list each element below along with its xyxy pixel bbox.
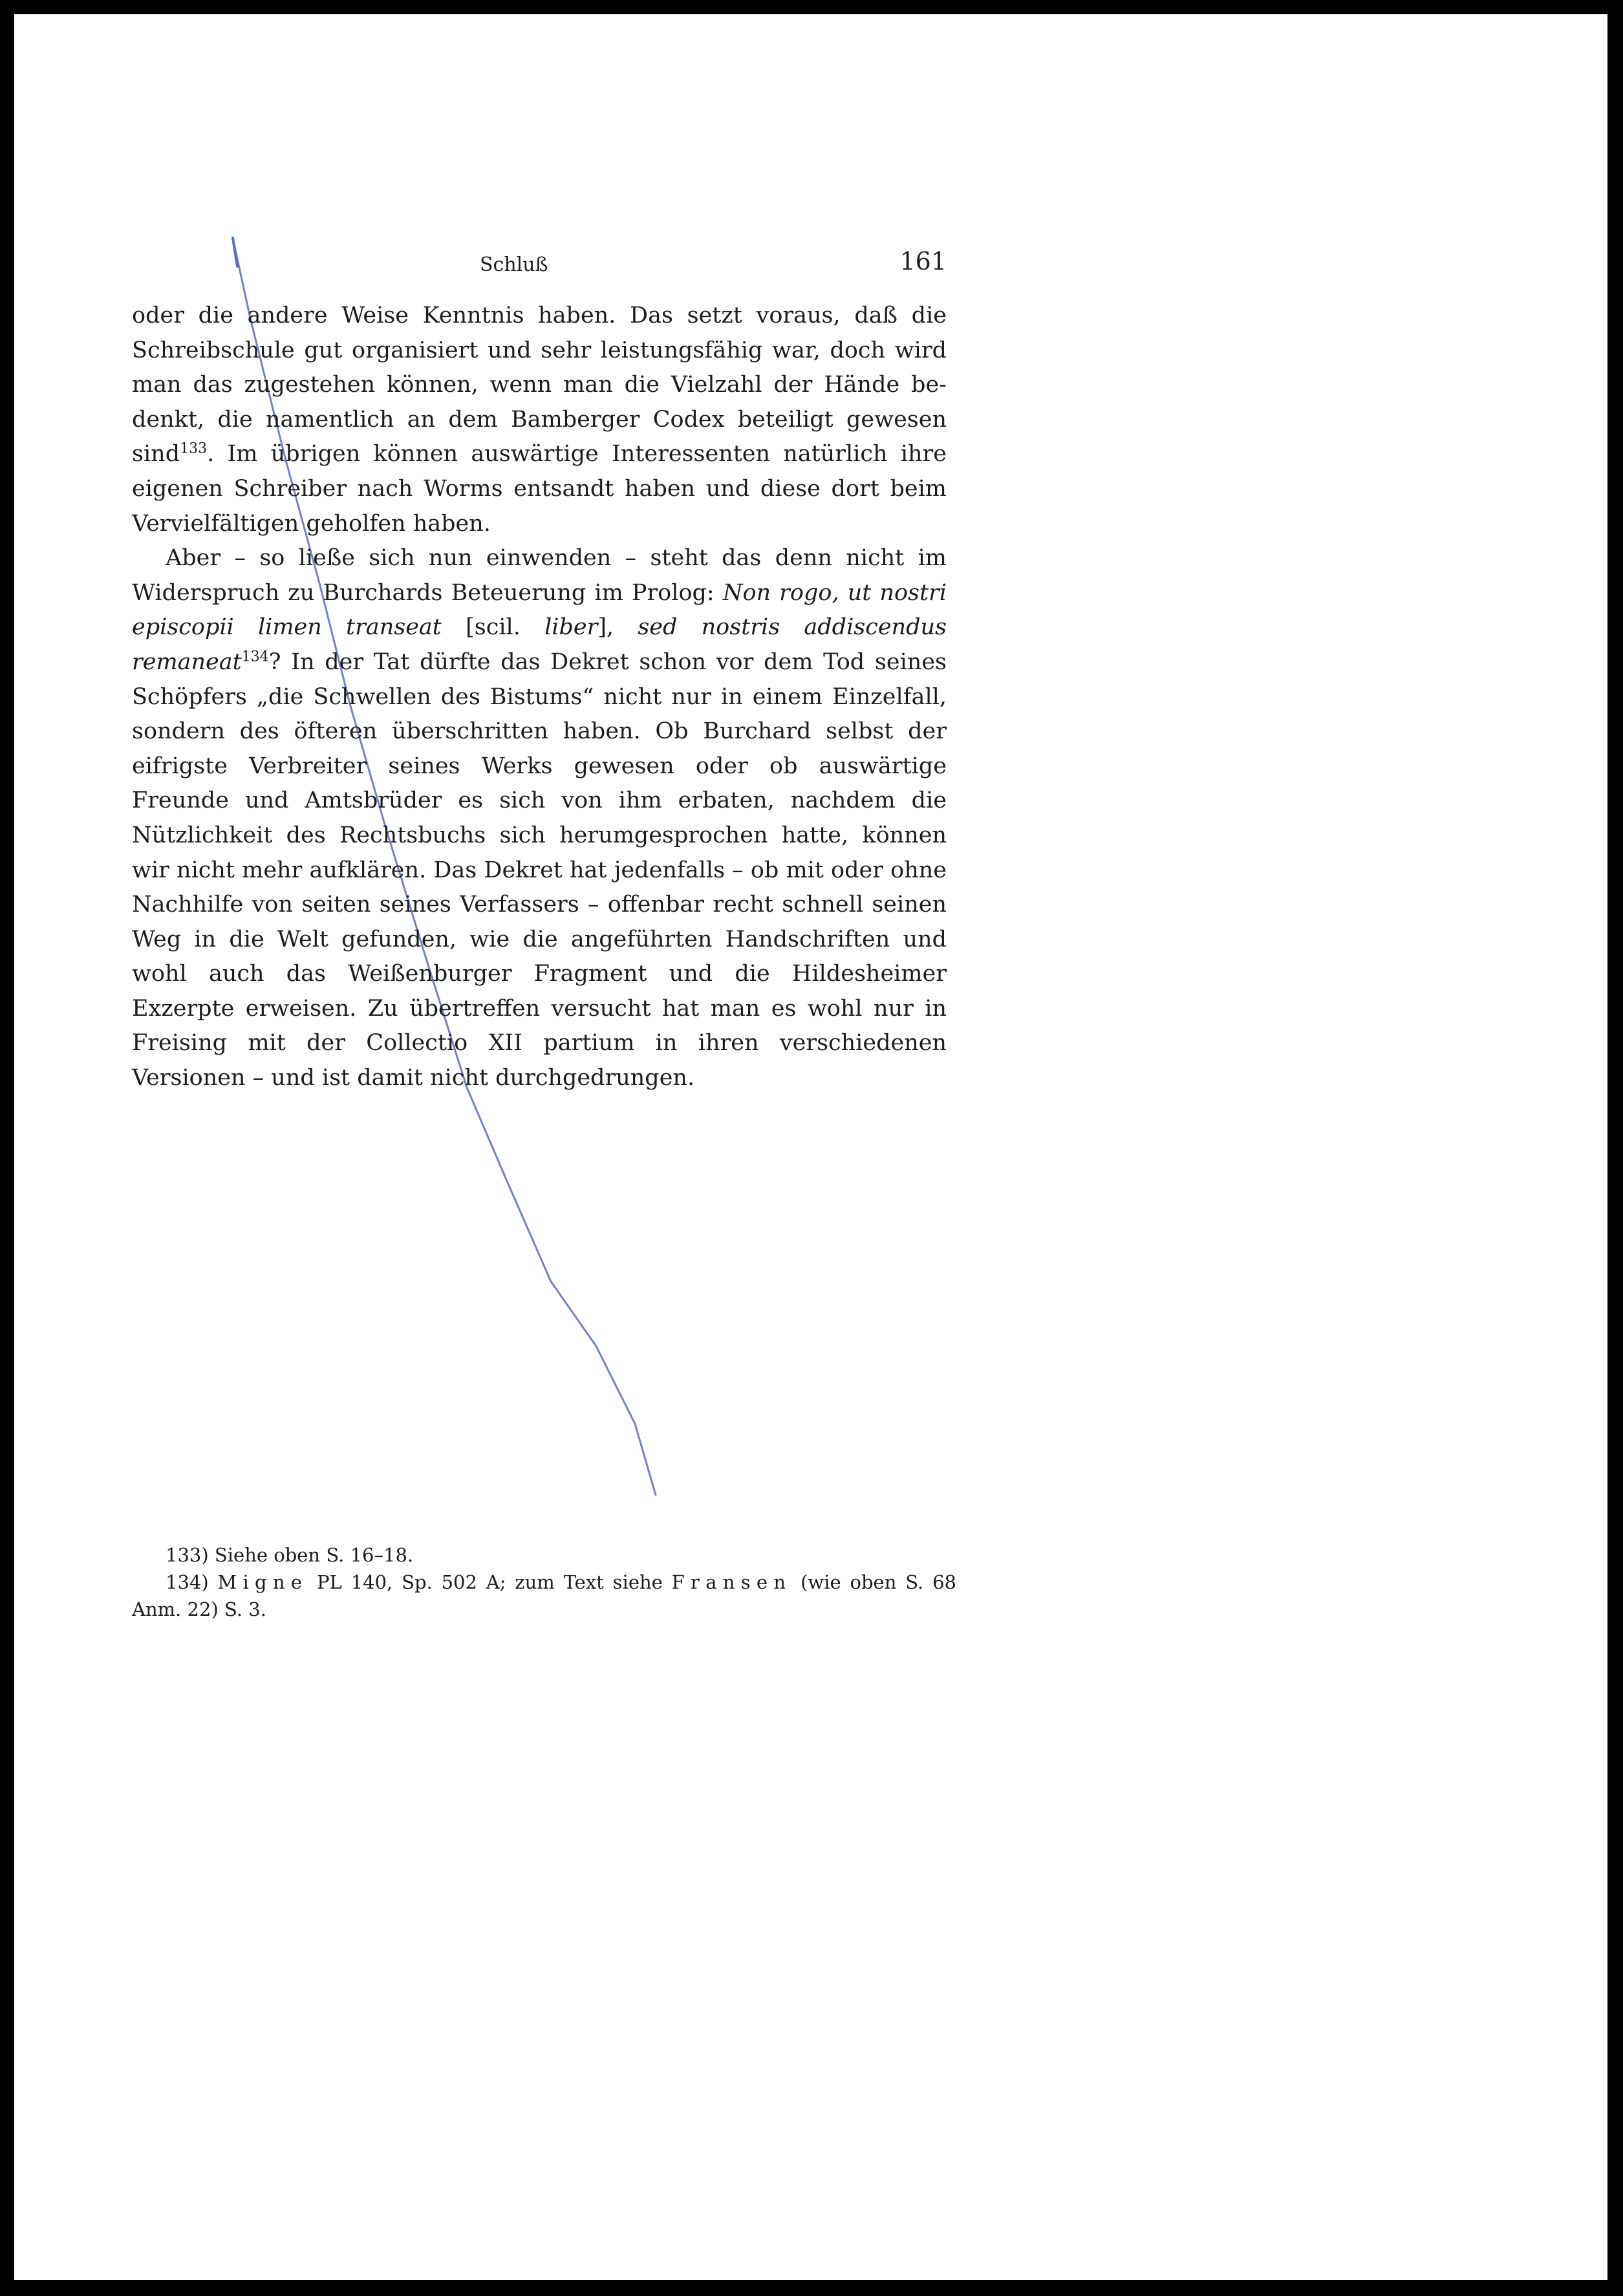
footnote-134-text-b: (wie oben S. 68 Anm. 22) S. 3. [132, 1571, 956, 1620]
paragraph-2-text-a: Aber – so ließe sich nun einwenden – steht das denn nicht im Widerspruch zu Burchards Beteuerung im Prolog: [132, 545, 947, 606]
body-text [132, 299, 947, 1096]
footnotes [132, 1541, 956, 1623]
footnote-134-author-migne: Migne [217, 1571, 308, 1593]
paragraph-2-text-d: ? In der Tat dürfte das Dekret schon vor dem Tod seines Schöpfers „die Schwellen des Bistums“ nicht nur in einem Einzelfall, sondern des öfteren überschritten haben. Ob Burchard selbst der eifrigste Verbreiter seines Werks gewesen oder ob auswärtige Freunde und Amtsbrüder es sich von ihm erbaten, nachdem die Nützlichkeit des Rechtsbuchs sich herumgesprochen hatte, können wir nicht mehr aufklären. Das Dekret hat jedenfalls – ob mit oder ohne Nachhilfe von seiten seines Verfassers – offenbar recht schnell seinen Weg in die Welt gefunden, wie die angeführten Handschriften und wohl auch das Weißenburger Fragment und die Hildesheimer Exzerpte erweisen. Zu übertreffen versucht hat man es wohl nur in Freising mit der Collectio XII partium in ihren verschiedenen Versionen – und ist damit nicht durchgedrungen. [132, 649, 947, 1091]
paragraph-2-text-b: [scil. [441, 614, 545, 641]
latin-quote-2: liber [544, 614, 598, 641]
running-head [132, 244, 947, 283]
paragraph-1-text-b: . Im übrigen können auswärtige Interessenten natürlich ihre eigenen Schreiber nach Worms entsandt haben und diese dort beim Vervielfältigen geholfen haben. [132, 441, 947, 537]
latin-quote-3: sed nostris addiscendus remaneat [132, 614, 947, 675]
footnote-134-text-a: PL 140, Sp. 502 A; zum Text siehe [308, 1571, 672, 1593]
footnote-133: 133) Siehe oben S. 16–18. [166, 1544, 414, 1566]
paragraph-1-text-a: oder die andere Weise Kenntnis haben. Das setzt voraus, daß die Schreibschule gut organisiert und sehr leistungsfähig war, doch wird man das zugestehen können, wenn man die Vielzahl der Hände bedenkt, die namentlich an dem Bamberger Codex beteiligt gewesen sind [132, 303, 947, 467]
paragraph-1 [132, 299, 947, 541]
scanned-page [14, 14, 1607, 2280]
footnote-134 [132, 1569, 956, 1623]
paragraph-2-text-c: ], [597, 614, 638, 641]
running-title: Schluß [480, 253, 548, 276]
paragraph-2 [132, 541, 947, 1096]
latin-quote-1: Non rogo, ut nostri episcopii limen transeat [132, 579, 947, 641]
footnote-134-author-fransen: Fransen [671, 1571, 792, 1593]
footnote-ref-133: 133 [180, 440, 208, 457]
footnote-134-number: 134) [166, 1571, 209, 1593]
footnote-ref-134: 134 [241, 649, 269, 665]
page-number: 161 [899, 247, 947, 275]
